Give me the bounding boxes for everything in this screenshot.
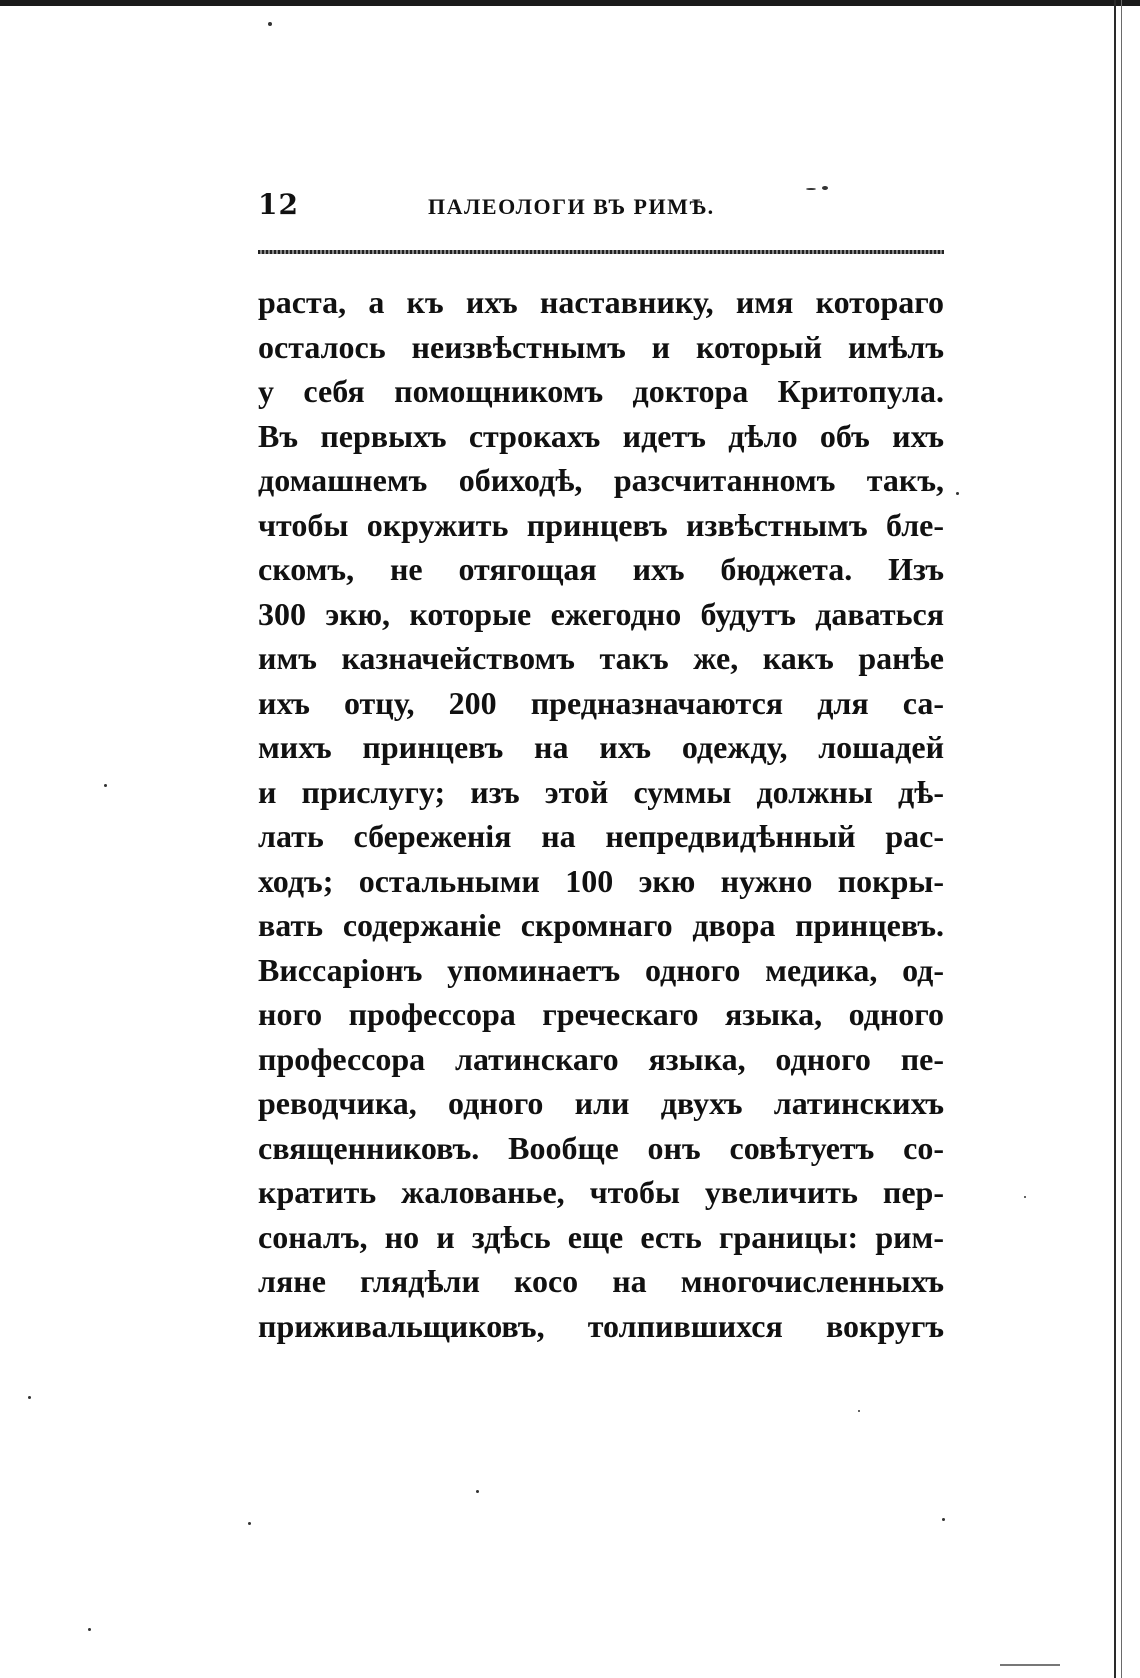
body-text [258,280,944,1348]
text-line: ихъ отцу, 200 предназначаются для са- [258,684,944,721]
text-line: ного профессора греческаго языка, одного [258,996,944,1032]
scan-top-border [0,0,1140,6]
text-line: Въ первыхъ строкахъ идетъ дѣло объ ихъ [258,417,944,454]
scan-speck [268,22,272,26]
text-line: священниковъ. Вообще онъ совѣтуетъ со- [258,1129,944,1166]
text-line: и прислугу; изъ этой суммы должны дѣ- [258,773,944,810]
text-line: домашнемъ обиходѣ, разсчитанномъ такъ, [258,462,944,498]
text-line: соналъ, но и здѣсь еще есть границы: рим- [258,1218,944,1255]
text-line: михъ принцевъ на ихъ одежду, лошадей [258,729,944,765]
text-line: ходъ; остальными 100 экю нужно покры- [258,862,944,899]
scan-speck [248,1522,251,1525]
text-line: имъ казначействомъ такъ же, какъ ранѣе [258,640,944,676]
scan-speck [942,1518,945,1521]
scan-speck [476,1490,479,1493]
text-line: профессора латинскаго языка, одного пе- [258,1040,944,1077]
scan-speck [1000,1664,1060,1666]
text-line: реводчика, одного или двухъ латинскихъ [258,1085,944,1121]
scan-speck [822,186,828,190]
scan-right-border-thin [1121,0,1122,1678]
scan-speck [806,188,816,190]
text-line: Виссаріонъ упоминаетъ одного медика, од- [258,951,944,988]
scan-speck [1024,1196,1026,1198]
text-line: скомъ, не отягощая ихъ бюджета. Изъ [258,551,944,587]
page-header [258,188,944,228]
page-number: 12 [258,188,299,221]
text-line: лать сбереженія на непредвидѣнный рас- [258,818,944,854]
text-line: осталось неизвѣстнымъ и который имѣлъ [258,328,944,365]
text-line: 300 экю, которые ежегодно будутъ даваться [258,595,944,632]
text-line: чтобы окружить принцевъ извѣстнымъ бле- [258,506,944,543]
text-line: раста, а къ ихъ наставнику, имя котораго [258,284,944,320]
scan-speck [104,784,107,787]
text-line: ляне глядѣли косо на многочисленныхъ [258,1263,944,1299]
scan-speck [88,1628,91,1631]
scan-speck [956,492,959,495]
running-title: ПАЛЕОЛОГИ ВЪ РИМѢ. [428,194,715,219]
text-line: приживальщиковъ, толпившихся вокругъ [258,1307,944,1344]
scan-speck [28,1396,31,1399]
scan-right-border [1114,0,1116,1678]
header-rule [258,250,944,254]
scan-speck [858,1410,860,1412]
text-line: вать содержаніе скромнаго двора принцевъ. [258,907,944,943]
text-line: у себя помощникомъ доктора Критопула. [258,373,944,409]
text-line: кратить жалованье, чтобы увеличить пер- [258,1174,944,1210]
